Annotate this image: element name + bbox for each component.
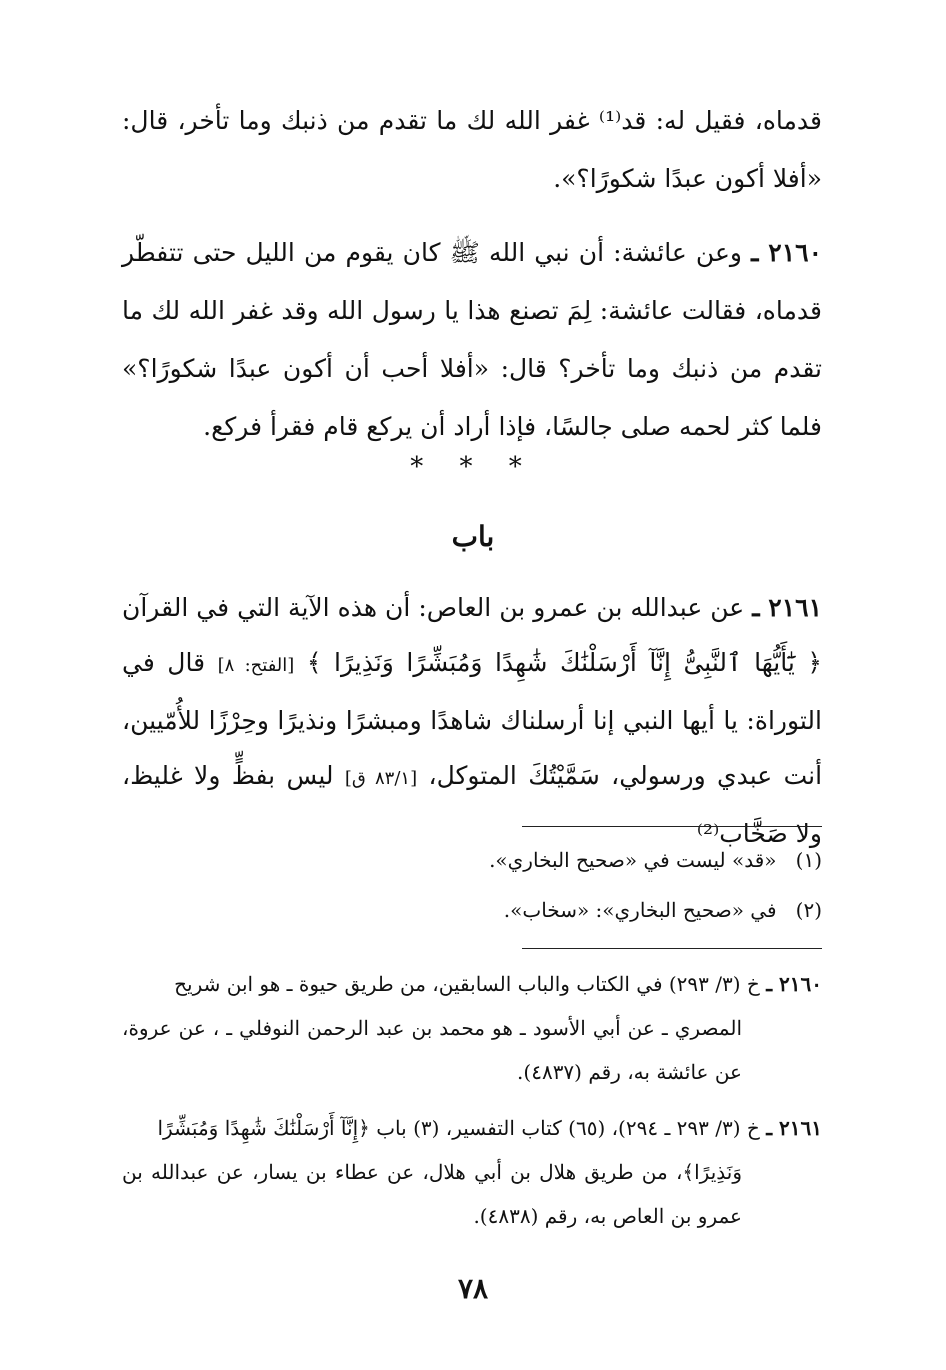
hadith-number: ٢١٦٠ ـ (751, 238, 822, 267)
quran-citation: [الفتح: ٨] (217, 655, 295, 676)
takhrij-continuation: وَنَذِيرًا﴾، من طريق هلال بن أبي هلال، عن عطاء بن يسار، عن عبدالله بن عمرو بن العاص به، رقم (٤٨٣٨). (122, 1160, 742, 1228)
footnote-2 (504, 896, 822, 924)
footnote-1 (489, 846, 822, 874)
main-text-bottom (122, 580, 822, 861)
hadith-text: وعن عائشة: أن نبي الله ﷺ كان يقوم من الليل حتى تتفطّر قدماه، فقالت عائشة: لِمَ تصنع هذا يا رسول الله وقد غفر الله لك ما تقدم من ذنبك وما تأخر؟ قال: «أفلا أحب أن أكون عبدًا شكورًا؟» فلما كثر لحمه صلى جالسًا، فإذا أراد أن يركع قام فقرأ فركع. (122, 238, 822, 441)
section-separator: * * * (410, 452, 536, 482)
takhrij-number: ٢١٦١ ـ (766, 1116, 822, 1140)
chapter-heading: باب (451, 520, 495, 553)
main-text-top (122, 92, 822, 456)
paragraph-continuation: قدماه، فقيل له: قد⁽¹⁾ غفر الله لك ما تقدم من ذنبك وما تأخر، قال: «أفلا أكون عبدًا شكورًا؟». (122, 106, 822, 193)
takhrij-continuation: المصري ـ عن أبي الأسود ـ هو محمد بن عبد الرحمن النوفلي ـ ، عن عروة، عن عائشة به، رقم (٤٨٣٧). (122, 1016, 742, 1084)
hadith-number: ٢١٦١ ـ (752, 593, 823, 622)
hadith-text-a: عن عبدالله بن عمرو بن العاص: أن هذه الآية التي في القرآن ﴿ يَٰٓأَيُّهَا ٱلنَّبِىُّ إِنَّآ أَرْسَلْنَٰكَ شَٰهِدًا وَمُبَشِّرًا وَنَذِيرًا ﴾ (122, 593, 823, 677)
takhrij-2160 (122, 962, 822, 1094)
page-number: ٧٨ (457, 1272, 489, 1305)
takhrij-line: خ (٣/ ٢٩٣) في الكتاب والباب السابقين، من طريق حيوة ـ هو ابن شريح (174, 972, 760, 996)
takhrij-number: ٢١٦٠ ـ (766, 972, 822, 996)
footnote-number: (١) (795, 848, 822, 872)
manuscript-ref: [٨٣/١ ق] (344, 768, 418, 789)
footnote-text: «قد» ليست في «صحيح البخاري». (489, 848, 777, 872)
hadith-2160 (122, 224, 822, 456)
footnote-text: في «صحيح البخاري»: «سخاب». (503, 898, 777, 922)
takhrij-line: خ (٣/ ٢٩٣ ـ ٢٩٤)، (٦٥) كتاب التفسير، (٣) باب ﴿إِنَّآ أَرْسَلْنَٰكَ شَٰهِدًا وَمُبَشِّرًا (157, 1116, 760, 1140)
hadith-2161 (122, 580, 822, 861)
takhrij-divider (522, 948, 822, 949)
footnote-divider (522, 826, 822, 827)
footnote-number: (٢) (795, 898, 822, 922)
takhrij-2161 (122, 1106, 822, 1238)
hadith-text-b: قال في التوراة: يا أيها النبي إنا أرسلناك شاهدًا ومبشرًا ونذيرًا وحِرْزًا للأُمّيين، أنت عبدي ورسولي، سَمَّيْتُكَ المتوكل، (122, 648, 823, 790)
hadith-text-c: ليس بفظٍّ ولا غليظ، ولا صَخَّاب⁽²⁾ (122, 761, 822, 848)
